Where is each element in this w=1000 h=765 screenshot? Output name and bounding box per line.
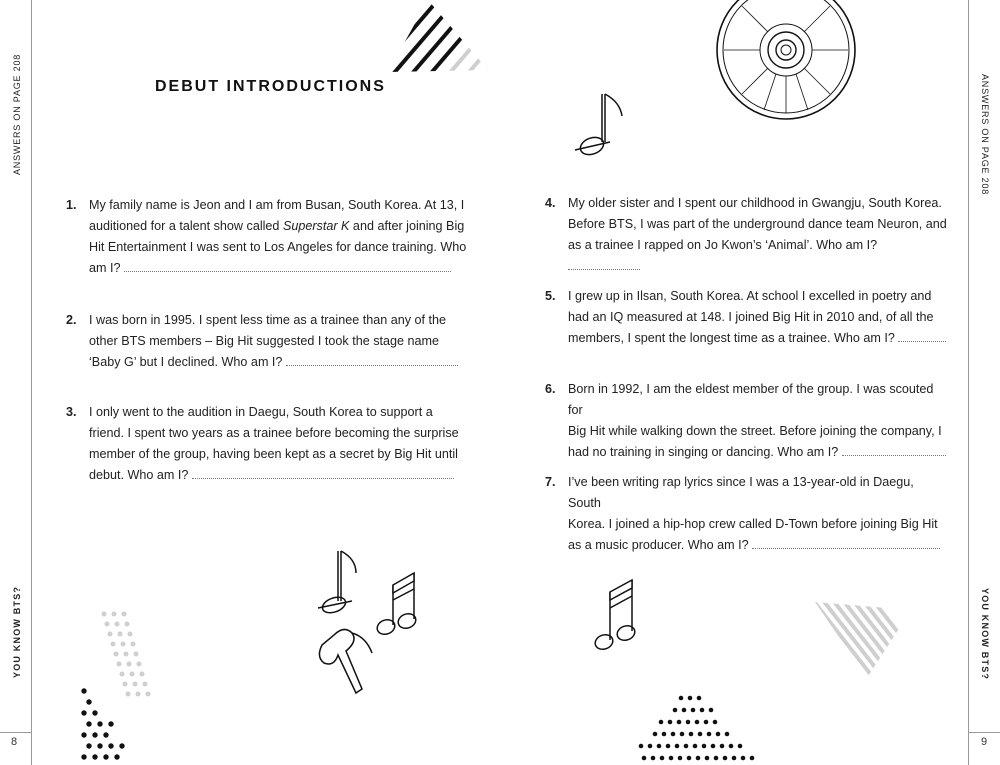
decor-dot [92, 732, 97, 737]
question-line-part: auditioned for a talent show called [89, 219, 280, 233]
question-line: Korea. I joined a hip-hop crew called D-Town before joining Big Hit [568, 517, 938, 531]
decor-dot [120, 672, 125, 677]
decor-dot [92, 754, 97, 759]
right-footer-rule [968, 732, 1000, 733]
music-note-icon [572, 90, 632, 160]
decor-dot [668, 720, 673, 725]
question-number: 3. [66, 405, 77, 419]
question-line: I grew up in Ilsan, South Korea. At school I excelled in poetry and [568, 289, 932, 303]
decor-dot [686, 720, 691, 725]
question-7 [545, 472, 945, 552]
decor-dot [704, 720, 709, 725]
question-line: Big Hit while walking down the street. Before joining the company, I [568, 424, 942, 438]
left-running-title: YOU KNOW BTS? [12, 585, 22, 678]
decor-dot [709, 708, 714, 713]
beamed-notes-icon [592, 578, 642, 653]
decor-dot [738, 744, 743, 749]
decor-dot [682, 708, 687, 713]
question-line: My family name is Jeon and I am from Busan, South Korea. At 13, I [89, 198, 465, 212]
decor-dot [729, 744, 734, 749]
decor-dot [128, 632, 133, 637]
right-page-number: 9 [981, 736, 988, 748]
question-line: I was born in 1995. I spent less time as a trainee than any of the [89, 313, 447, 327]
right-margin-rule [968, 0, 969, 765]
decor-dot [695, 720, 700, 725]
decor-dot [111, 642, 116, 647]
decor-dot [684, 744, 689, 749]
decor-dot [146, 692, 151, 697]
question-text [89, 310, 469, 373]
decor-dot [119, 743, 124, 748]
decor-dot [122, 612, 127, 617]
decor-dot [720, 744, 725, 749]
question-5 [545, 286, 945, 356]
decor-dot [657, 744, 662, 749]
decor-dot [134, 652, 139, 657]
question-line [568, 535, 948, 556]
decor-dot [97, 721, 102, 726]
striped-triangle-icon [815, 600, 915, 680]
decor-dot [133, 682, 138, 687]
question-2 [66, 310, 466, 380]
question-line: other BTS members – Big Hit suggested I took the stage name [89, 334, 440, 348]
decor-dot [679, 696, 684, 701]
question-line-part: as a music producer. Who am I? [568, 538, 749, 552]
question-number: 2. [66, 313, 77, 327]
decor-dot [108, 721, 113, 726]
decor-dot [86, 699, 91, 704]
decor-dot [648, 744, 653, 749]
question-1 [66, 195, 466, 285]
answer-blank[interactable] [286, 353, 458, 366]
decor-dot [669, 756, 674, 761]
decor-dot [698, 732, 703, 737]
left-footer-rule [0, 732, 31, 733]
question-line-part: am I? [89, 261, 121, 275]
decor-dot [125, 622, 130, 627]
question-line [568, 442, 948, 463]
decor-dot [137, 662, 142, 667]
decor-dot [675, 744, 680, 749]
question-line [568, 328, 948, 349]
decor-dot [81, 688, 86, 693]
left-page-number: 8 [11, 736, 18, 748]
question-6 [545, 379, 945, 459]
left-margin-rule [31, 0, 32, 765]
right-running-title: YOU KNOW BTS? [980, 588, 990, 681]
question-number: 4. [545, 196, 556, 210]
question-text [568, 379, 948, 463]
decor-dot [711, 744, 716, 749]
decor-dot [691, 708, 696, 713]
question-line-part: debut. Who am I? [89, 468, 189, 482]
left-answers-note: ANSWERS ON PAGE 208 [12, 53, 22, 175]
question-line: Before BTS, I was part of the underground dance team Neuron, and [568, 217, 947, 231]
question-text [568, 193, 948, 277]
decor-dot [741, 756, 746, 761]
question-line: My older sister and I spent our childhood in Gwangju, South Korea. [568, 196, 942, 210]
decor-dot [651, 756, 656, 761]
decor-dot [140, 672, 145, 677]
question-text [568, 472, 948, 556]
question-line: I’ve been writing rap lyrics since I was a 13-year-old in Daegu, South [568, 475, 914, 510]
decor-dot [687, 756, 692, 761]
decor-dot [127, 662, 132, 667]
dot-triangle-icon [636, 692, 756, 765]
decor-dot [114, 754, 119, 759]
decor-dot [114, 652, 119, 657]
decor-dot [131, 642, 136, 647]
question-line [568, 235, 948, 277]
decor-dot [660, 756, 665, 761]
question-line-part: as a trainee I rapped on Jo Kwon’s ‘Animal’. Who am I? [568, 238, 878, 252]
decor-dot [673, 708, 678, 713]
decor-dot [696, 756, 701, 761]
answer-blank[interactable] [568, 257, 640, 270]
question-line-part: ‘Baby G’ but I declined. Who am I? [89, 355, 283, 369]
question-line-part: members, I spent the longest time as a trainee. Who am I? [568, 331, 895, 345]
decor-dot [693, 744, 698, 749]
dot-triangle-icon [76, 686, 131, 765]
question-4 [545, 193, 945, 263]
decor-dot [642, 756, 647, 761]
decor-dot [697, 696, 702, 701]
decor-dot [103, 754, 108, 759]
decor-dot [130, 672, 135, 677]
decor-dot [666, 744, 671, 749]
decor-dot [86, 721, 91, 726]
decor-dot [700, 708, 705, 713]
decor-dot [108, 632, 113, 637]
decor-dot [714, 756, 719, 761]
decor-dot [707, 732, 712, 737]
question-text [568, 286, 948, 349]
decor-dot [136, 692, 141, 697]
decor-dot [639, 744, 644, 749]
decor-dot [143, 682, 148, 687]
question-line: I only went to the audition in Daegu, South Korea to support a [89, 405, 433, 419]
answer-blank[interactable] [842, 443, 946, 456]
question-line [89, 258, 469, 279]
decor-dot [689, 732, 694, 737]
decor-dot [688, 696, 693, 701]
decor-dot [716, 732, 721, 737]
decor-dot [81, 732, 86, 737]
question-line-part: and after joining Big [349, 219, 465, 233]
decor-dot [97, 743, 102, 748]
question-line: Born in 1992, I am the eldest member of the group. I was scouted for [568, 382, 934, 417]
answer-blank[interactable] [752, 536, 940, 549]
beamed-notes-icon [312, 545, 432, 700]
question-line: had an IQ measured at 148. I joined Big Hit in 2010 and, of all the [568, 310, 934, 324]
right-answers-note: ANSWERS ON PAGE 208 [980, 74, 990, 196]
answer-blank[interactable] [124, 259, 451, 272]
page-title: DEBUT INTRODUCTIONS [155, 78, 386, 95]
decor-dot [121, 642, 126, 647]
question-3 [66, 402, 466, 492]
question-line: friend. I spent two years as a trainee before becoming the surprise [89, 426, 459, 440]
decor-dot [117, 662, 122, 667]
decor-dot [102, 612, 107, 617]
decor-dot [662, 732, 667, 737]
decor-dot [732, 756, 737, 761]
decor-dot [108, 743, 113, 748]
decor-dot [112, 612, 117, 617]
question-number: 6. [545, 382, 556, 396]
question-line [89, 216, 469, 237]
question-text [89, 195, 469, 279]
decor-dot [680, 732, 685, 737]
decor-dot [713, 720, 718, 725]
question-number: 7. [545, 475, 556, 489]
decor-dot [671, 732, 676, 737]
question-text [89, 402, 469, 486]
decor-dot [81, 710, 86, 715]
decor-dot [115, 622, 120, 627]
decor-dot [124, 652, 129, 657]
decor-dot [705, 756, 710, 761]
show-title: Superstar K [282, 219, 350, 233]
decor-dot [118, 632, 123, 637]
decor-dot [723, 756, 728, 761]
decor-dot [678, 756, 683, 761]
question-line: Hit Entertainment I was sent to Los Angeles for dance training. Who [89, 240, 467, 254]
question-number: 1. [66, 198, 77, 212]
decor-dot [92, 710, 97, 715]
answer-blank[interactable] [898, 329, 946, 342]
question-line: member of the group, having been kept as a secret by Big Hit until [89, 447, 458, 461]
question-line-part: had no training in singing or dancing. Who am I? [568, 445, 839, 459]
decor-dot [702, 744, 707, 749]
cd-disc-icon [716, 0, 858, 122]
decor-dot [103, 732, 108, 737]
decor-dot [653, 732, 658, 737]
decor-dot [750, 756, 755, 761]
answer-blank[interactable] [192, 466, 454, 479]
question-line [89, 352, 469, 373]
decor-dot [105, 622, 110, 627]
question-number: 5. [545, 289, 556, 303]
decor-dot [81, 754, 86, 759]
striped-triangle-icon [388, 0, 488, 80]
decor-dot [86, 743, 91, 748]
decor-dot [659, 720, 664, 725]
decor-dot [677, 720, 682, 725]
question-line [89, 465, 469, 486]
decor-dot [725, 732, 730, 737]
